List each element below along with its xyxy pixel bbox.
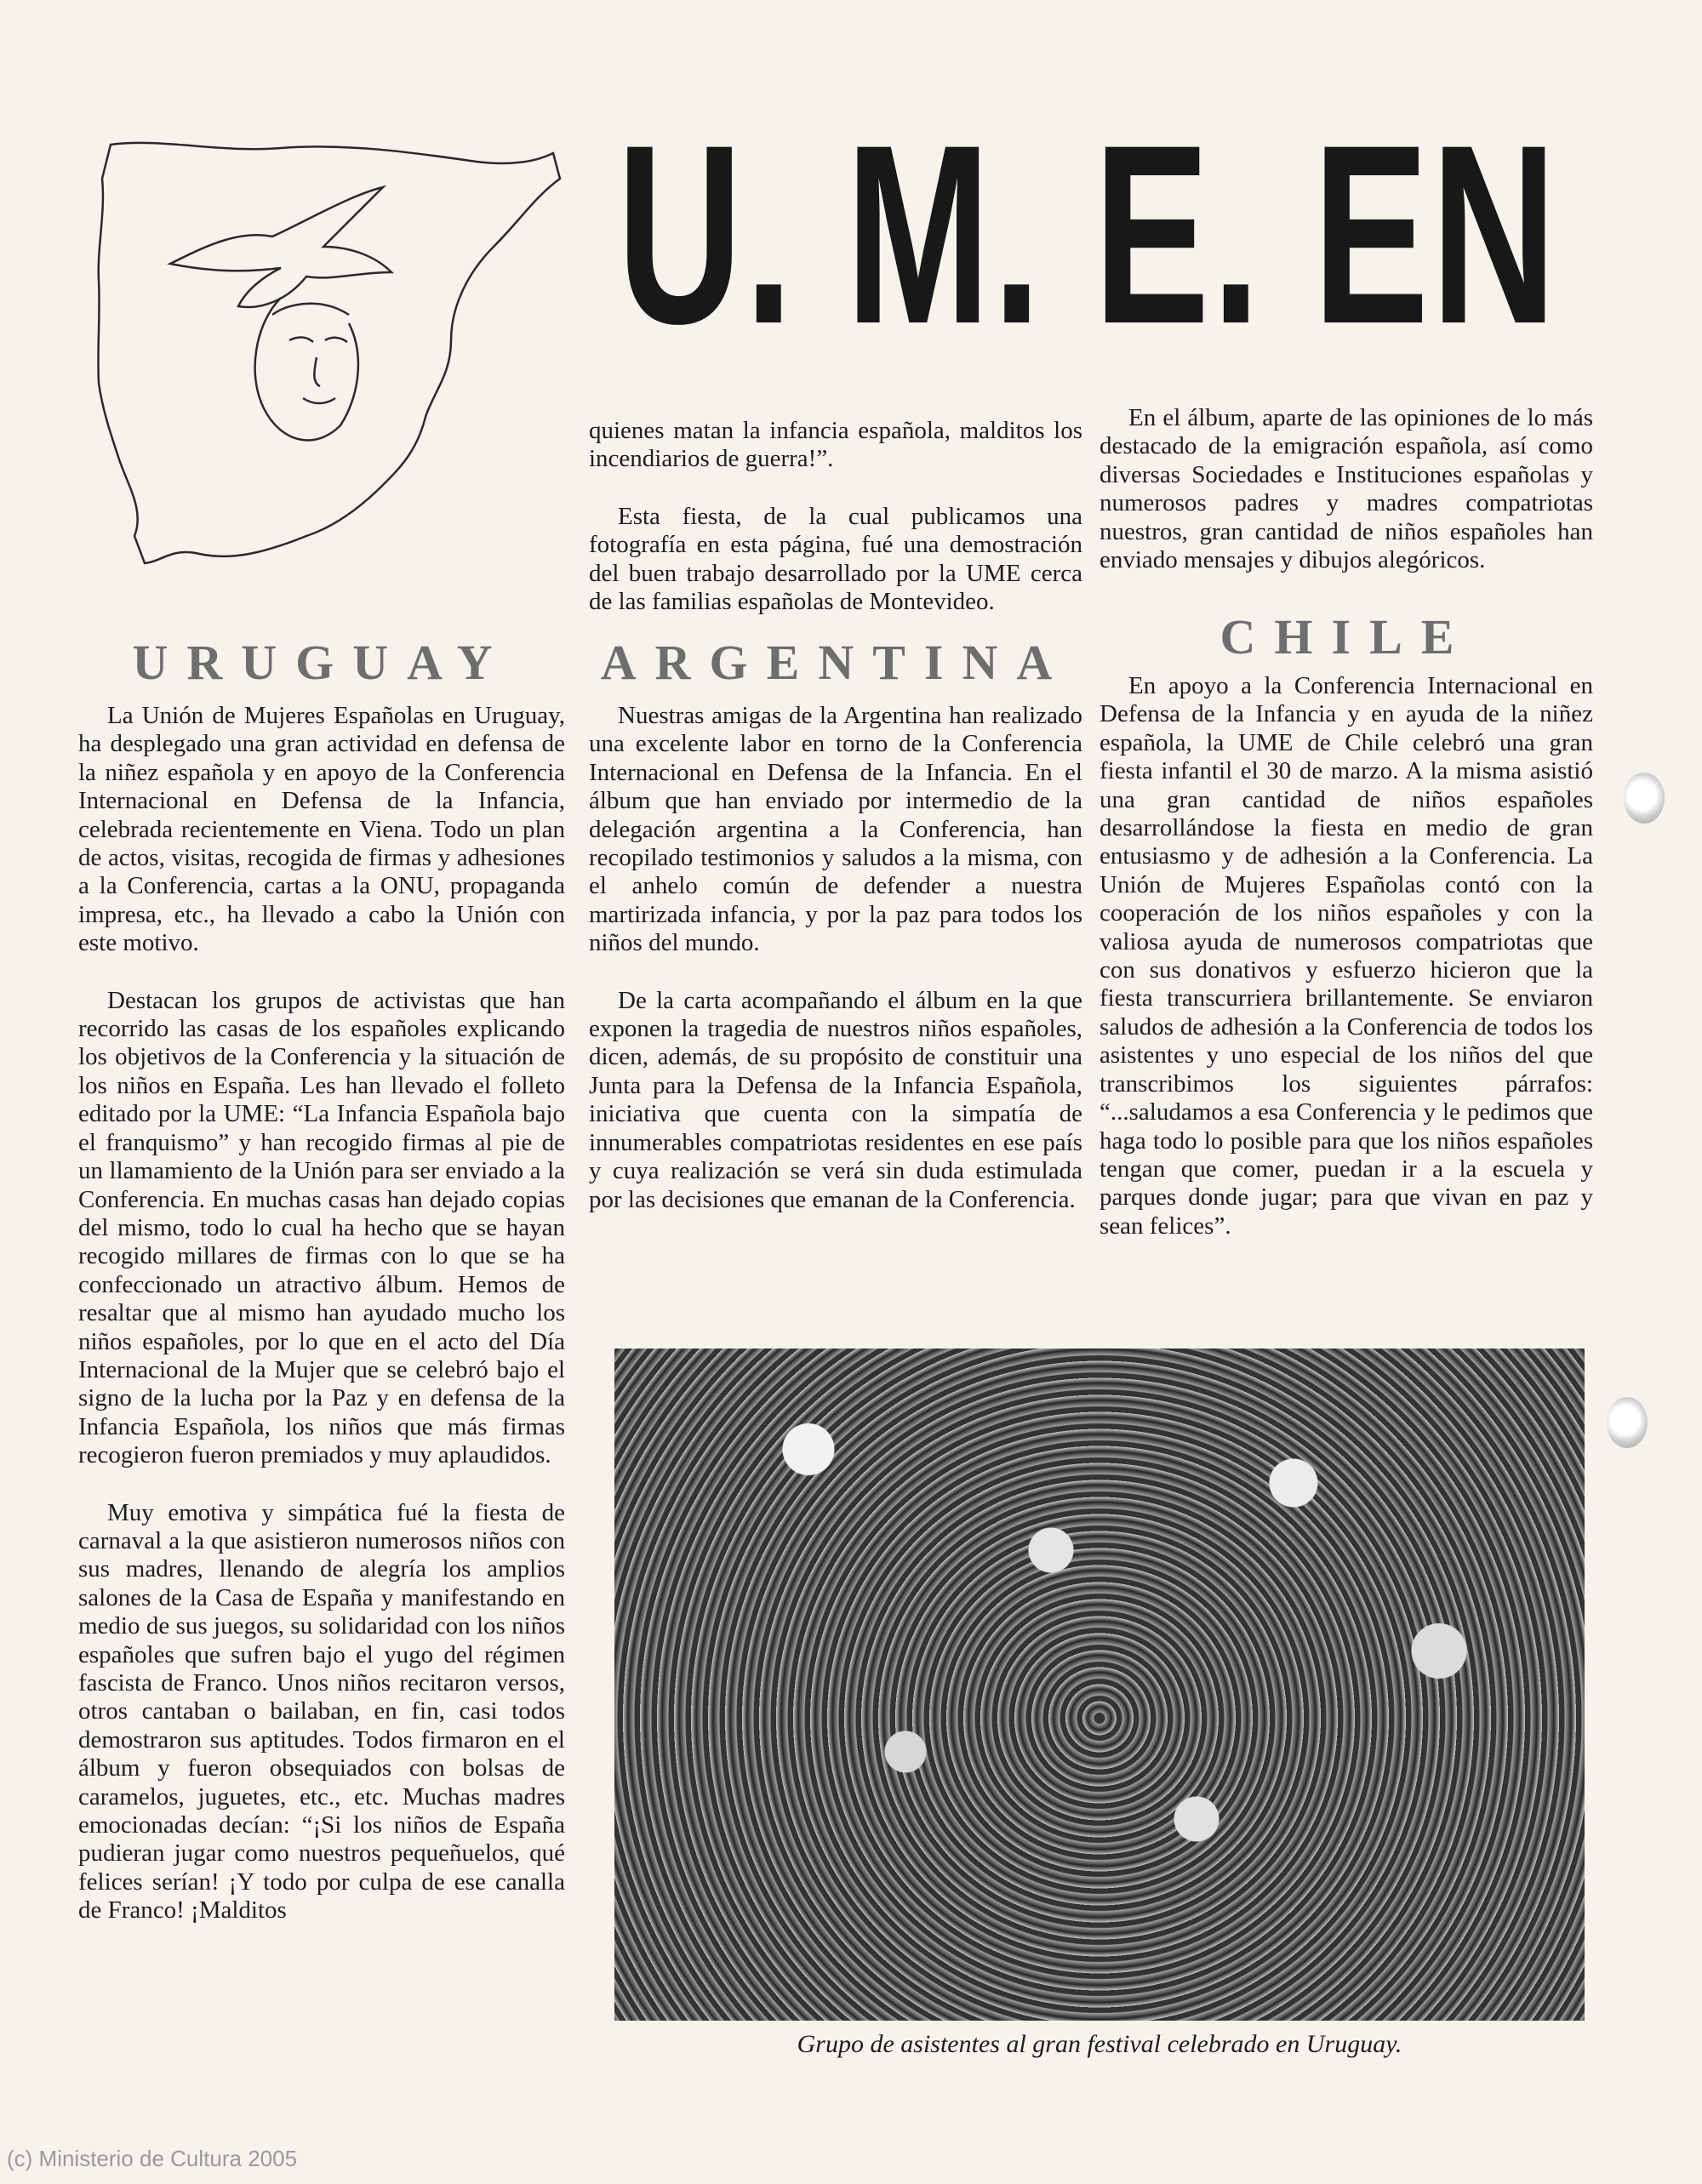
argentina-paragraph-2: De la carta acompañando el álbum en la que exponen la tragedia de nuestros niños españoles, dicen, además, de su propósito de constituir una Junta para la Defensa de la Infancia Española, iniciativa que cuenta con la simpatía de innumerables compatriotas residentes en ese país y cuya realización se verá sin duda estimulada por las decisiones que emanan de la Conferencia. [589, 986, 1082, 1213]
column-chile [1099, 672, 1593, 1269]
uruguay-continuation-2: Esta fiesta, de la cual publicamos una fotografía en esta página, fué una demostración del buen trabajo desarrollado por la UME cerca de las familias españolas de Montevideo. [589, 502, 1082, 616]
chile-paragraph-1: En apoyo a la Conferencia Internacional en Defensa de la Infancia y en ayuda de la niñez española, la UME de Chile celebró una gran fiesta infantil el 30 de marzo. A la misma asistió una gran cantidad de niños españoles desarrollándose la fiesta en medio de gran entusiasmo y de adhesión a la Conferencia. La Unión de Mujeres Españolas contó con la cooperación de los niños españoles y con la valiosa ayuda de numerosos compatriotas que con sus donativos y esfuerzo hicieron que la fiesta transcurriera brillantemente. Se enviaron saludos de adhesión a la Conferencia de todos los asistentes y uno especial de los niños del que transcribimos los siguientes párrafos: “...saludamos a esa Conferencia y le pedimos que haga todo lo posible para que los niños españoles tengan que comer, puedan ir a la escuela y parques donde jugar; para que vivan en paz y sean felices”. [1099, 672, 1593, 1240]
column-uruguay [78, 702, 565, 1954]
binder-hole-bottom [1607, 1397, 1648, 1448]
photo-caption: Grupo de asistentes al gran festival celebrado en Uruguay. [797, 2030, 1402, 2058]
uruguay-paragraph-1: La Unión de Mujeres Españolas en Uruguay, ha desplegado una gran actividad en defensa de la niñez española y en apoyo de la Conferencia Internacional en Defensa de la Infancia, celebrada recientemente en Viena. Todo un plan de actos, visitas, recogida de firmas y adhesiones a la Conferencia, cartas a la ONU, propaganda impresa, etc., ha llevado a cabo la Unión con este motivo. [78, 702, 565, 957]
uruguay-continuation: quienes matan la infancia española, malditos los incendiarios de guerra!”. [589, 417, 1082, 473]
iberia-outline [98, 143, 560, 563]
page-title: U. M. E. EN [617, 91, 1559, 377]
copyright-footer: (c) Ministerio de Cultura 2005 [7, 2146, 298, 2171]
uruguay-paragraph-2: Destacan los grupos de activistas que han recorrido las casas de los españoles explicando los objetivos de la Conferencia y la situación de los niños en España. Les han llevado el folleto editado por la UME: “La Infancia Española bajo el franquismo” y han recogido firmas al pie de un llamamiento de la Unión para ser enviado a la Conferencia. En muchas casas han dejado copias del mismo, todo lo cual ha hecho que se hayan recogido millares de firmas con lo que se ha confeccionado un atractivo álbum. Hemos de resaltar que al mismo han ayudado mucho los niños españoles, por lo que en el acto del Día Internacional de la Mujer que se celebró bajo el signo de la lucha por la Paz y en defensa de la Infancia Española, los niños que más firmas recogieron fueron premiados y muy aplaudidos. [78, 986, 565, 1469]
festival-photo [614, 1349, 1585, 2021]
column-argentina [589, 702, 1082, 1243]
heading-uruguay: URUGUAY [132, 635, 511, 690]
argentina-continuation: En el álbum, aparte de las opiniones de lo más destacado de la emigración española, así como diversas Sociedades e Instituciones españolas y numerosos padres y madres compatriotas nuestros, gran cantidad de niños españoles han enviado mensajes y dibujos alegóricos. [1099, 404, 1593, 574]
uruguay-paragraph-3: Muy emotiva y simpática fué la fiesta de carnaval a la que asistieron numerosos niños con sus madres, llenando de alegría los amplios salones de la Casa de España y manifestando en medio de sus juegos, su solidaridad con los niños españoles que sufren bajo el yugo del régimen fascista de Franco. Unos niños recitaron versos, otros cantaban o bailaban, en fin, casi todos demostraron sus aptitudes. Todos firmaron en el álbum y fueron obsequiados con bolsas de caramelos, juguetes, etc., etc. Muchas madres emocionadas decían: “¡Si los niños de España pudieran jugar como nuestros pequeñuelos, qué felices serían! ¡Y todo por culpa de ese canalla de Franco! ¡Malditos [78, 1498, 565, 1925]
argentina-paragraph-1: Nuestras amigas de la Argentina han realizado una excelente labor en torno de la Conferencia Internacional en Defensa de la Infancia. En el álbum que han enviado por intermedio de la delegación argentina a la Conferencia, han recopilado testimonios y saludos a la misma, con el anhelo común de defender a nuestra martirizada infancia, y por la paz para todos los niños del mundo. [589, 702, 1082, 957]
dove [170, 187, 391, 307]
binder-hole-top [1624, 773, 1665, 824]
heading-chile: CHILE [1219, 609, 1473, 664]
heading-argentina: ARGENTINA [600, 635, 1071, 690]
column-3-top [1099, 404, 1593, 603]
iberia-map-illustration [94, 128, 570, 587]
face [255, 298, 358, 440]
column-2-top [589, 417, 1082, 645]
